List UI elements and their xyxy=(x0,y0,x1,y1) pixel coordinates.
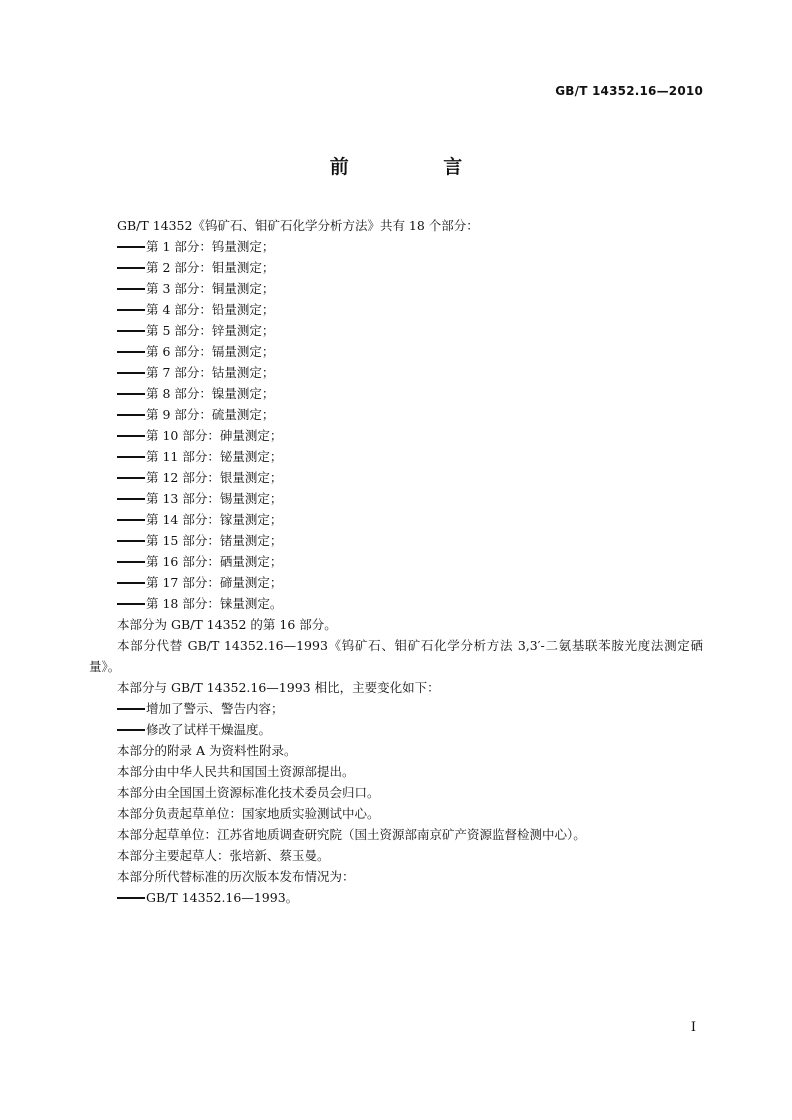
dash-marker xyxy=(117,603,145,605)
list-item-text: 第 1 部分：钨量测定； xyxy=(146,239,275,254)
dash-marker xyxy=(117,288,145,290)
committee-statement: 本部分由全国国土资源标准化技术委员会归口。 xyxy=(117,785,380,800)
list-item-text: 第 15 部分：锗量测定； xyxy=(146,533,283,548)
list-item-text: 第 2 部分：钼量测定； xyxy=(146,260,275,275)
dash-marker xyxy=(117,309,145,311)
list-item xyxy=(89,572,703,593)
list-item xyxy=(89,404,703,425)
list-item xyxy=(89,383,703,404)
list-item-text: 第 17 部分：碲量测定； xyxy=(146,575,283,590)
intro-paragraph: GB/T 14352《钨矿石、钼矿石化学分析方法》共有 18 个部分： xyxy=(117,218,479,233)
standard-number: GB/T 14352.16—2010 xyxy=(555,84,703,98)
list-item-text: 第 12 部分：银量测定； xyxy=(146,470,283,485)
list-item-text: 增加了警示、警告内容； xyxy=(146,701,284,716)
list-item-text: 第 5 部分：锌量测定； xyxy=(146,323,275,338)
dash-marker xyxy=(117,372,145,374)
list-item xyxy=(89,278,703,299)
list-item-text: 修改了试样干燥温度。 xyxy=(146,722,272,737)
list-item-text: 第 18 部分：铼量测定。 xyxy=(146,596,283,611)
list-item xyxy=(89,551,703,572)
dash-marker xyxy=(117,330,145,332)
dash-marker xyxy=(117,456,145,458)
dash-marker xyxy=(117,540,145,542)
list-item-text: 第 7 部分：钴量测定； xyxy=(146,365,275,380)
list-item-text: 第 13 部分：锡量测定； xyxy=(146,491,283,506)
list-item xyxy=(89,362,703,383)
list-item-text: 第 14 部分：镓量测定； xyxy=(146,512,283,527)
list-item-text: 第 10 部分：砷量测定； xyxy=(146,428,283,443)
list-item-text: 第 6 部分：镉量测定； xyxy=(146,344,275,359)
history-list xyxy=(89,887,703,908)
list-item xyxy=(89,257,703,278)
dash-marker xyxy=(117,477,145,479)
list-item-text: 第 8 部分：镍量测定； xyxy=(146,386,275,401)
dash-marker xyxy=(117,414,145,416)
list-item xyxy=(89,446,703,467)
list-item xyxy=(89,593,703,614)
list-item-text: 第 16 部分：硒量测定； xyxy=(146,554,283,569)
list-item xyxy=(89,719,703,740)
dash-marker xyxy=(117,582,145,584)
list-item xyxy=(89,887,703,908)
list-item xyxy=(89,698,703,719)
list-item xyxy=(89,467,703,488)
proposer-statement: 本部分由中华人民共和国国土资源部提出。 xyxy=(117,764,355,779)
list-item xyxy=(89,341,703,362)
list-item-text: GB/T 14352.16—1993。 xyxy=(146,890,299,905)
drafting-unit-statement: 本部分起草单位：江苏省地质调查研究院（国土资源部南京矿产资源监督检测中心）。 xyxy=(117,827,586,842)
parts-list xyxy=(89,236,703,614)
dash-marker xyxy=(117,267,145,269)
dash-marker xyxy=(117,246,145,248)
history-intro-statement: 本部分所代替标准的历次版本发布情况为： xyxy=(117,869,355,884)
changes-list xyxy=(89,698,703,740)
list-item xyxy=(89,320,703,341)
list-item xyxy=(89,425,703,446)
list-item xyxy=(89,509,703,530)
dash-marker xyxy=(117,435,145,437)
list-item xyxy=(89,488,703,509)
dash-marker xyxy=(117,393,145,395)
list-item-text: 第 4 部分：铅量测定； xyxy=(146,302,275,317)
list-item xyxy=(89,530,703,551)
dash-marker xyxy=(117,708,145,710)
annex-statement: 本部分的附录 A 为资料性附录。 xyxy=(117,743,297,758)
replaces-paragraph: 本部分代替 GB/T 14352.16—1993《钨矿石、钼矿石化学分析方法 3,3′-二氨基联苯胺光度法测定硒量》。 xyxy=(89,638,703,674)
dash-marker xyxy=(117,897,145,899)
page-title: 前 言 xyxy=(329,156,507,178)
dash-marker xyxy=(117,498,145,500)
page-number: I xyxy=(690,1020,696,1035)
dash-marker xyxy=(117,351,145,353)
responsible-drafter-statement: 本部分负责起草单位：国家地质实验测试中心。 xyxy=(117,806,380,821)
dash-marker xyxy=(117,519,145,521)
list-item-text: 第 11 部分：铋量测定； xyxy=(146,449,283,464)
dash-marker xyxy=(117,729,145,731)
list-item-text: 第 9 部分：硫量测定； xyxy=(146,407,275,422)
drafters-statement: 本部分主要起草人：张培新、蔡玉曼。 xyxy=(117,848,330,863)
list-item xyxy=(89,236,703,257)
this-part-paragraph: 本部分为 GB/T 14352 的第 16 部分。 xyxy=(117,617,337,632)
dash-marker xyxy=(117,561,145,563)
list-item xyxy=(89,299,703,320)
list-item-text: 第 3 部分：铜量测定； xyxy=(146,281,275,296)
foreword-body xyxy=(89,215,703,908)
changes-intro-paragraph: 本部分与 GB/T 14352.16—1993 相比，主要变化如下： xyxy=(117,680,440,695)
